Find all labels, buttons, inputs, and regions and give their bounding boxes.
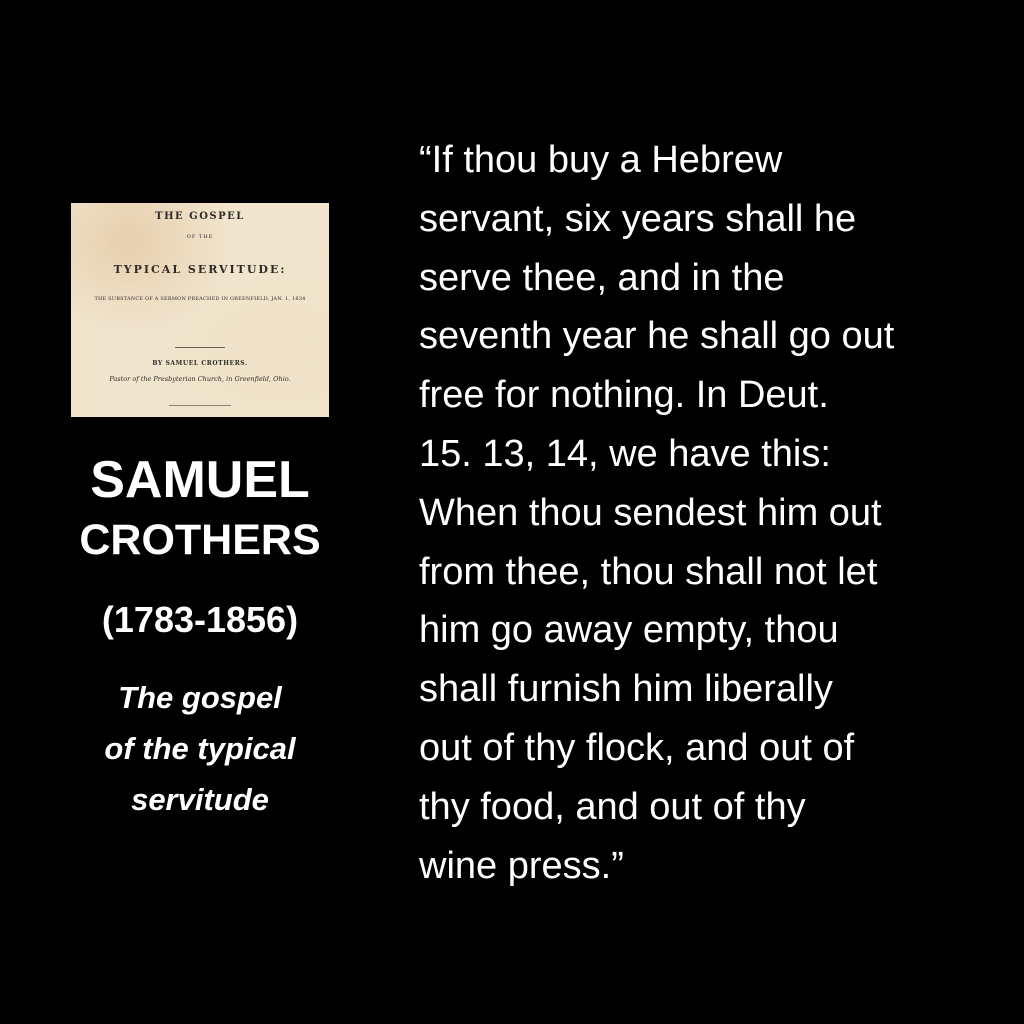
- title-page-of-the: OF THE: [186, 234, 214, 240]
- book-title-line: The gospel: [118, 680, 282, 715]
- book-title-line: of the typical: [104, 731, 296, 766]
- quote-line: servant, six years shall he: [419, 197, 857, 240]
- quote-line: free for nothing. In Deut.: [419, 374, 829, 417]
- author-last-name: CROTHERS: [79, 516, 321, 564]
- quote-line: him go away empty, thou: [419, 609, 839, 652]
- book-title: [60, 672, 340, 825]
- quote-line: thy food, and out of thy: [419, 785, 806, 828]
- title-page-heading: THE GOSPEL: [155, 211, 245, 222]
- quote-line: When thou sendest him out: [419, 491, 882, 534]
- title-page-main-title: TYPICAL SERVITUDE:: [113, 263, 287, 276]
- title-page-rule: [175, 347, 225, 348]
- quote-line: from thee, thou shall not let: [419, 550, 878, 593]
- book-title-line: servitude: [131, 782, 269, 817]
- author-first-name: SAMUEL: [90, 451, 310, 509]
- quote-line: seventh year he shall go out: [419, 315, 895, 358]
- title-page-pastor: Pastor of the Presbyterian Church, in Greenfield, Ohio.: [109, 375, 291, 383]
- quote-line: wine press.”: [419, 844, 624, 887]
- book-title-page-image: [71, 203, 329, 417]
- title-page-rule-bottom: [169, 405, 231, 406]
- title-page-byline: BY SAMUEL CROTHERS.: [152, 360, 248, 367]
- quote-line: shall furnish him liberally: [419, 668, 833, 711]
- quote-text: [419, 131, 999, 895]
- quote-line: out of thy flock, and out of: [419, 726, 855, 769]
- quote-line: “If thou buy a Hebrew: [419, 139, 783, 181]
- title-page-substance: THE SUBSTANCE OF A SERMON PREACHED IN GREENFIELD, JAN. 1, 1834: [94, 296, 306, 302]
- author-dates: (1783-1856): [101, 599, 299, 640]
- quote-line: serve thee, and in the: [419, 256, 785, 299]
- quote-line: 15. 13, 14, we have this:: [419, 432, 831, 475]
